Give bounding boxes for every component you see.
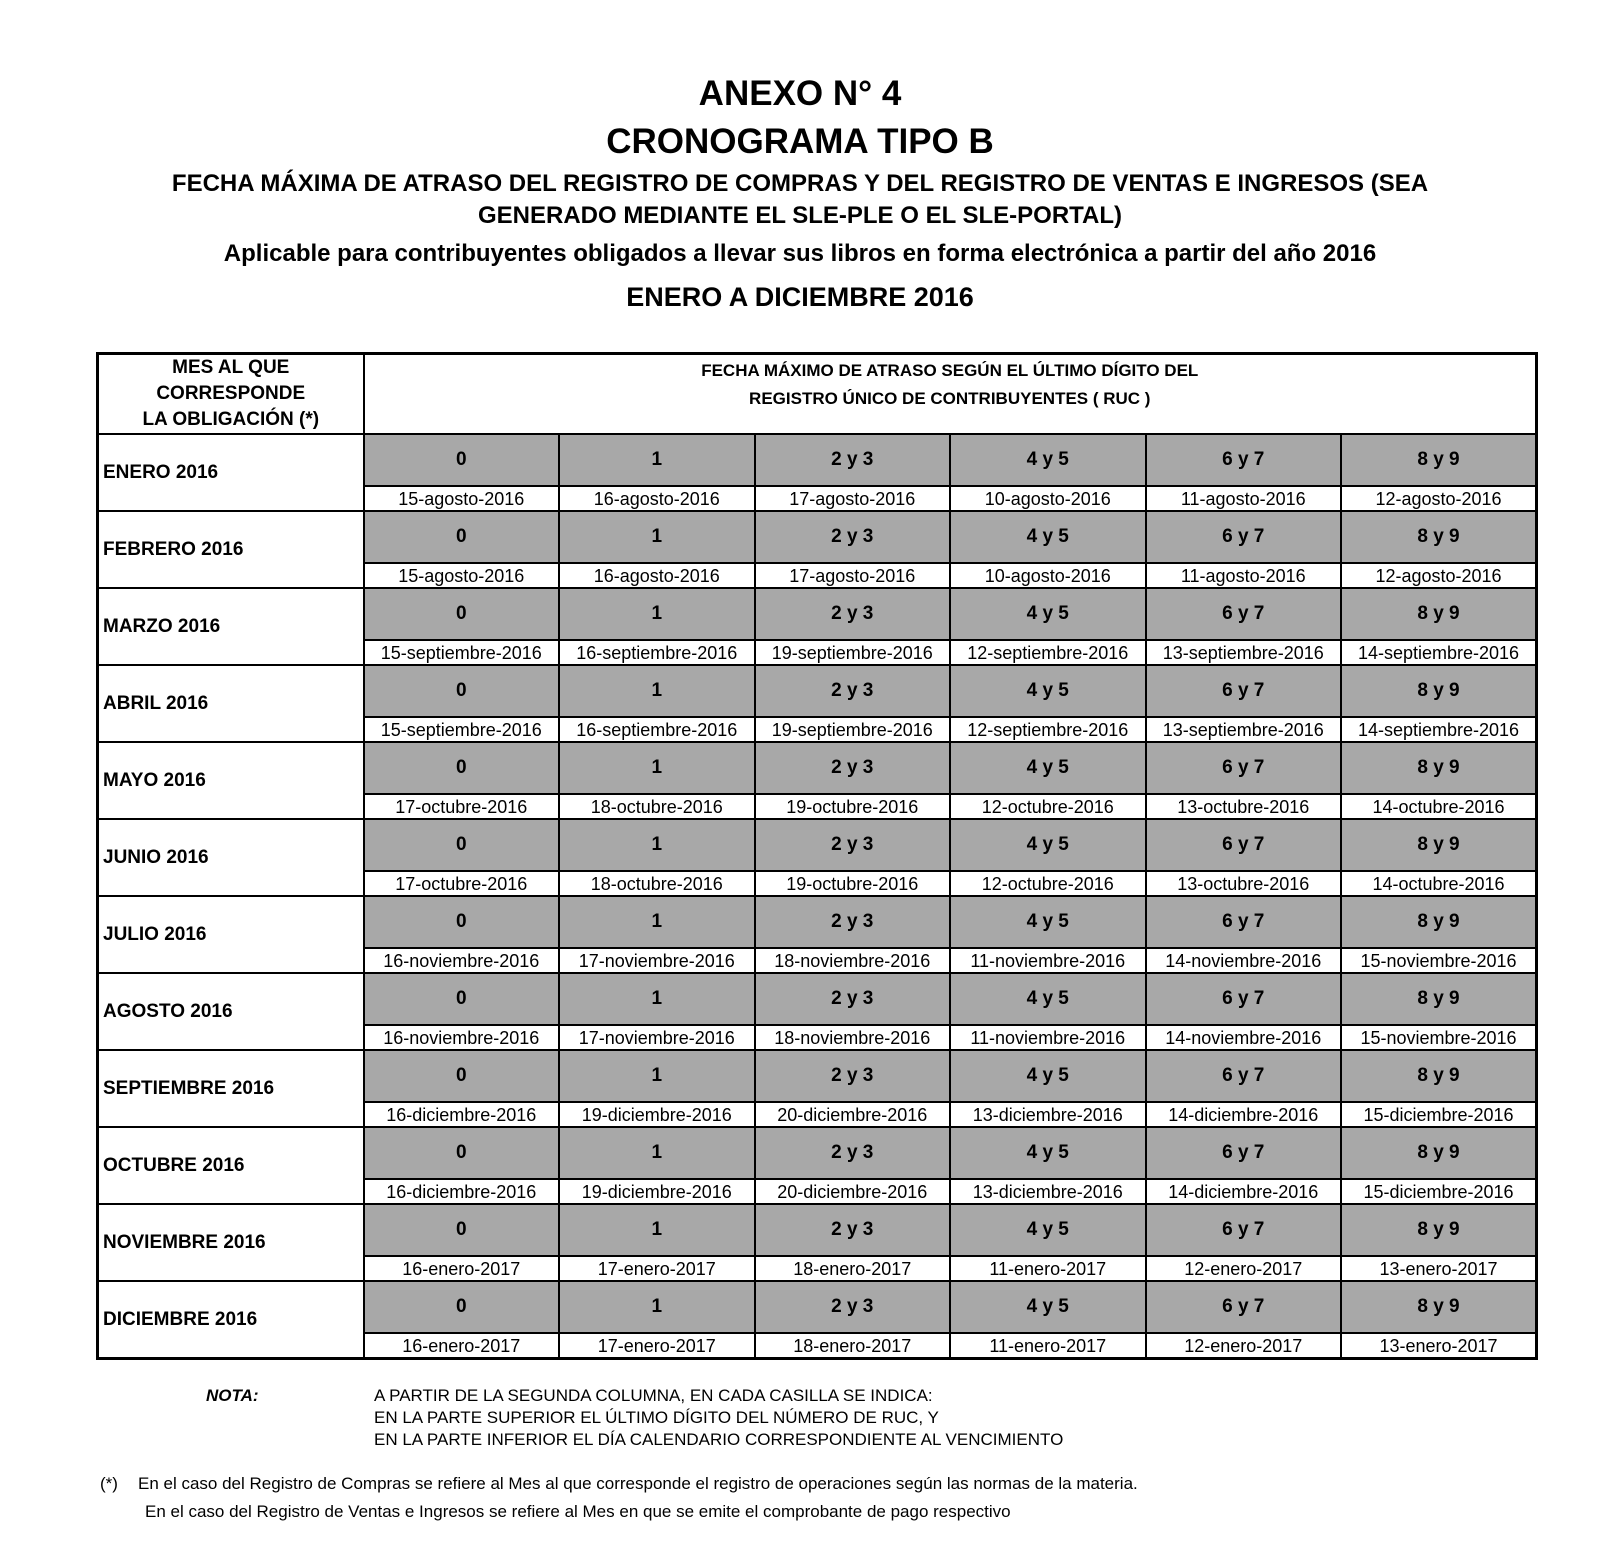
ruc-digit-cell: 6 y 7 [1146,665,1342,717]
due-date-cell: 16-agosto-2016 [559,563,755,588]
ruc-digit-cell: 0 [364,1204,560,1256]
digit-row [98,511,1537,563]
month-cell: MAYO 2016 [98,742,364,819]
month-column-header [98,354,364,435]
ruc-digit-cell: 8 y 9 [1341,973,1537,1025]
ruc-digit-cell: 6 y 7 [1146,896,1342,948]
description-line-1: FECHA MÁXIMA DE ATRASO DEL REGISTRO DE COMPRAS Y DEL REGISTRO DE VENTAS E INGRESOS (SEA [171,170,1429,197]
note-line: EN LA PARTE SUPERIOR EL ÚLTIMO DÍGITO DEL NÚMERO DE RUC, Y [374,1408,939,1427]
ruc-digit-cell: 8 y 9 [1341,1281,1537,1333]
ruc-digit-cell: 4 y 5 [950,665,1146,717]
due-date-cell: 15-septiembre-2016 [364,717,560,742]
ruc-digit-cell: 1 [559,1050,755,1102]
ruc-digit-cell: 0 [364,511,560,563]
ruc-digit-cell: 4 y 5 [950,973,1146,1025]
ruc-digit-cell: 2 y 3 [755,819,951,871]
ruc-digit-cell: 2 y 3 [755,1127,951,1179]
month-header-line: MES AL QUE [172,357,290,378]
ruc-digit-cell: 1 [559,588,755,640]
month-cell: ABRIL 2016 [98,665,364,742]
ruc-digit-cell: 2 y 3 [755,1204,951,1256]
month-cell: MARZO 2016 [98,588,364,665]
footnote-line: En el caso del Registro de Ventas e Ingresos se refiere al Mes en que se emite el comprobante de pago respectivo [145,1502,1011,1521]
due-date-cell: 18-noviembre-2016 [755,1025,951,1050]
ruc-digit-cell: 4 y 5 [950,588,1146,640]
ruc-digit-cell: 8 y 9 [1341,896,1537,948]
due-date-cell: 11-agosto-2016 [1146,563,1342,588]
ruc-digit-cell: 8 y 9 [1341,819,1537,871]
document-subtitle-schedule: CRONOGRAMA TIPO B [606,122,994,161]
due-date-cell: 20-diciembre-2016 [755,1102,951,1127]
ruc-digit-cell: 0 [364,742,560,794]
ruc-digit-cell: 6 y 7 [1146,588,1342,640]
ruc-digit-cell: 4 y 5 [950,1050,1146,1102]
due-date-cell: 18-noviembre-2016 [755,948,951,973]
ruc-digit-cell: 1 [559,434,755,486]
ruc-digit-cell: 1 [559,973,755,1025]
due-date-cell: 20-diciembre-2016 [755,1179,951,1204]
due-date-cell: 13-septiembre-2016 [1146,640,1342,665]
ruc-digit-cell: 4 y 5 [950,742,1146,794]
ruc-digit-cell: 2 y 3 [755,742,951,794]
ruc-digit-cell: 6 y 7 [1146,742,1342,794]
ruc-digit-cell: 1 [559,742,755,794]
due-date-cell: 16-enero-2017 [364,1256,560,1281]
description-line-2: GENERADO MEDIANTE EL SLE-PLE O EL SLE-PORTAL) [477,202,1123,229]
ruc-digit-cell: 8 y 9 [1341,434,1537,486]
ruc-digit-cell: 2 y 3 [755,665,951,717]
digit-row [98,588,1537,640]
ruc-digit-cell: 1 [559,1127,755,1179]
due-date-cell: 14-noviembre-2016 [1146,948,1342,973]
ruc-digit-cell: 8 y 9 [1341,511,1537,563]
digit-row [98,973,1537,1025]
note-line: EN LA PARTE INFERIOR EL DÍA CALENDARIO CORRESPONDIENTE AL VENCIMIENTO [374,1430,1064,1449]
due-date-cell: 17-agosto-2016 [755,563,951,588]
due-date-cell: 12-enero-2017 [1146,1256,1342,1281]
month-cell: JUNIO 2016 [98,819,364,896]
ruc-digit-cell: 6 y 7 [1146,1281,1342,1333]
due-date-cell: 19-diciembre-2016 [559,1179,755,1204]
ruc-digit-cell: 4 y 5 [950,511,1146,563]
month-header-line: LA OBLIGACIÓN (*) [142,409,320,430]
due-date-cell: 17-octubre-2016 [364,794,560,819]
ruc-digit-cell: 6 y 7 [1146,819,1342,871]
due-date-cell: 14-diciembre-2016 [1146,1102,1342,1127]
due-date-cell: 16-septiembre-2016 [559,717,755,742]
due-date-cell: 13-septiembre-2016 [1146,717,1342,742]
ruc-digit-cell: 6 y 7 [1146,1204,1342,1256]
due-date-cell: 17-enero-2017 [559,1256,755,1281]
due-date-cell: 10-agosto-2016 [950,563,1146,588]
due-date-cell: 19-septiembre-2016 [755,717,951,742]
due-date-cell: 18-enero-2017 [755,1256,951,1281]
ruc-digit-cell: 2 y 3 [755,511,951,563]
deadline-column-header [364,354,1537,435]
due-date-cell: 14-septiembre-2016 [1341,717,1537,742]
due-date-cell: 17-agosto-2016 [755,486,951,511]
month-cell: ENERO 2016 [98,434,364,511]
ruc-digit-cell: 8 y 9 [1341,588,1537,640]
due-date-cell: 11-agosto-2016 [1146,486,1342,511]
due-date-cell: 18-enero-2017 [755,1333,951,1359]
ruc-digit-cell: 8 y 9 [1341,1204,1537,1256]
ruc-digit-cell: 4 y 5 [950,1127,1146,1179]
ruc-digit-cell: 2 y 3 [755,1281,951,1333]
due-date-cell: 13-enero-2017 [1341,1256,1537,1281]
due-date-cell: 16-diciembre-2016 [364,1102,560,1127]
due-date-cell: 15-agosto-2016 [364,486,560,511]
ruc-digit-cell: 1 [559,511,755,563]
ruc-digit-cell: 6 y 7 [1146,511,1342,563]
due-date-cell: 16-septiembre-2016 [559,640,755,665]
due-date-cell: 15-diciembre-2016 [1341,1102,1537,1127]
month-cell: DICIEMBRE 2016 [98,1281,364,1359]
due-date-cell: 14-septiembre-2016 [1341,640,1537,665]
ruc-digit-cell: 8 y 9 [1341,1050,1537,1102]
due-date-cell: 17-noviembre-2016 [559,948,755,973]
digit-row [98,896,1537,948]
ruc-digit-cell: 2 y 3 [755,434,951,486]
applicability-note: Aplicable para contribuyentes obligados a llevar sus libros en forma electrónica a partir del año 2016 [223,240,1377,267]
ruc-digit-cell: 2 y 3 [755,896,951,948]
month-cell: SEPTIEMBRE 2016 [98,1050,364,1127]
ruc-digit-cell: 8 y 9 [1341,665,1537,717]
digit-row [98,1050,1537,1102]
due-date-cell: 11-noviembre-2016 [950,948,1146,973]
table-header-row [98,354,1537,435]
ruc-digit-cell: 1 [559,1204,755,1256]
digit-row [98,1204,1537,1256]
ruc-digit-cell: 8 y 9 [1341,742,1537,794]
ruc-digit-cell: 1 [559,1281,755,1333]
due-date-cell: 18-octubre-2016 [559,871,755,896]
due-date-cell: 17-enero-2017 [559,1333,755,1359]
due-date-cell: 19-octubre-2016 [755,871,951,896]
ruc-digit-cell: 0 [364,1050,560,1102]
digit-row [98,819,1537,871]
due-date-cell: 12-septiembre-2016 [950,717,1146,742]
ruc-digit-cell: 1 [559,665,755,717]
ruc-digit-cell: 6 y 7 [1146,434,1342,486]
due-date-cell: 16-enero-2017 [364,1333,560,1359]
ruc-digit-cell: 4 y 5 [950,819,1146,871]
due-date-cell: 11-enero-2017 [950,1333,1146,1359]
due-date-cell: 12-octubre-2016 [950,794,1146,819]
due-date-cell: 19-septiembre-2016 [755,640,951,665]
deadline-header-line: REGISTRO ÚNICO DE CONTRIBUYENTES ( RUC ) [749,389,1151,408]
due-date-cell: 18-octubre-2016 [559,794,755,819]
due-date-cell: 13-octubre-2016 [1146,794,1342,819]
due-date-cell: 13-octubre-2016 [1146,871,1342,896]
ruc-digit-cell: 0 [364,896,560,948]
ruc-digit-cell: 2 y 3 [755,588,951,640]
month-cell: AGOSTO 2016 [98,973,364,1050]
due-date-cell: 15-noviembre-2016 [1341,948,1537,973]
month-cell: JULIO 2016 [98,896,364,973]
due-date-cell: 16-noviembre-2016 [364,948,560,973]
due-date-cell: 14-octubre-2016 [1341,794,1537,819]
ruc-digit-cell: 4 y 5 [950,1204,1146,1256]
note-label: NOTA: [206,1386,259,1405]
ruc-digit-cell: 8 y 9 [1341,1127,1537,1179]
ruc-digit-cell: 6 y 7 [1146,973,1342,1025]
due-date-cell: 11-noviembre-2016 [950,1025,1146,1050]
due-date-cell: 16-diciembre-2016 [364,1179,560,1204]
due-date-cell: 19-octubre-2016 [755,794,951,819]
ruc-digit-cell: 0 [364,819,560,871]
due-date-cell: 15-diciembre-2016 [1341,1179,1537,1204]
ruc-digit-cell: 2 y 3 [755,973,951,1025]
digit-row [98,742,1537,794]
month-cell: NOVIEMBRE 2016 [98,1204,364,1281]
ruc-digit-cell: 6 y 7 [1146,1050,1342,1102]
ruc-digit-cell: 0 [364,665,560,717]
due-date-cell: 12-enero-2017 [1146,1333,1342,1359]
schedule-table [96,352,1538,1360]
ruc-digit-cell: 0 [364,973,560,1025]
footnote-mark: (*) [100,1474,118,1493]
ruc-digit-cell: 1 [559,819,755,871]
due-date-cell: 15-noviembre-2016 [1341,1025,1537,1050]
due-date-cell: 17-octubre-2016 [364,871,560,896]
digit-row [98,434,1537,486]
due-date-cell: 16-agosto-2016 [559,486,755,511]
due-date-cell: 14-noviembre-2016 [1146,1025,1342,1050]
note-line: A PARTIR DE LA SEGUNDA COLUMNA, EN CADA CASILLA SE INDICA: [374,1386,933,1405]
due-date-cell: 13-enero-2017 [1341,1333,1537,1359]
ruc-digit-cell: 4 y 5 [950,1281,1146,1333]
due-date-cell: 12-agosto-2016 [1341,563,1537,588]
due-date-cell: 13-diciembre-2016 [950,1102,1146,1127]
due-date-cell: 15-agosto-2016 [364,563,560,588]
footnote-line: En el caso del Registro de Compras se refiere al Mes al que corresponde el registro de operaciones según las normas de la materia. [138,1474,1138,1493]
month-cell: OCTUBRE 2016 [98,1127,364,1204]
ruc-digit-cell: 1 [559,896,755,948]
ruc-digit-cell: 0 [364,1127,560,1179]
due-date-cell: 12-octubre-2016 [950,871,1146,896]
due-date-cell: 13-diciembre-2016 [950,1179,1146,1204]
digit-row [98,1281,1537,1333]
due-date-cell: 16-noviembre-2016 [364,1025,560,1050]
deadline-header-line: FECHA MÁXIMO DE ATRASO SEGÚN EL ÚLTIMO DÍGITO DEL [701,361,1199,380]
document-title: ANEXO N° 4 [698,74,902,113]
digit-row [98,665,1537,717]
ruc-digit-cell: 2 y 3 [755,1050,951,1102]
digit-row [98,1127,1537,1179]
due-date-cell: 15-septiembre-2016 [364,640,560,665]
due-date-cell: 19-diciembre-2016 [559,1102,755,1127]
due-date-cell: 14-diciembre-2016 [1146,1179,1342,1204]
ruc-digit-cell: 6 y 7 [1146,1127,1342,1179]
ruc-digit-cell: 0 [364,434,560,486]
ruc-digit-cell: 4 y 5 [950,896,1146,948]
ruc-digit-cell: 4 y 5 [950,434,1146,486]
ruc-digit-cell: 0 [364,1281,560,1333]
month-cell: FEBRERO 2016 [98,511,364,588]
due-date-cell: 14-octubre-2016 [1341,871,1537,896]
due-date-cell: 12-septiembre-2016 [950,640,1146,665]
due-date-cell: 11-enero-2017 [950,1256,1146,1281]
due-date-cell: 17-noviembre-2016 [559,1025,755,1050]
due-date-cell: 10-agosto-2016 [950,486,1146,511]
ruc-digit-cell: 0 [364,588,560,640]
month-header-line: CORRESPONDE [156,383,306,404]
due-date-cell: 12-agosto-2016 [1341,486,1537,511]
period-label: ENERO A DICIEMBRE 2016 [626,282,974,312]
